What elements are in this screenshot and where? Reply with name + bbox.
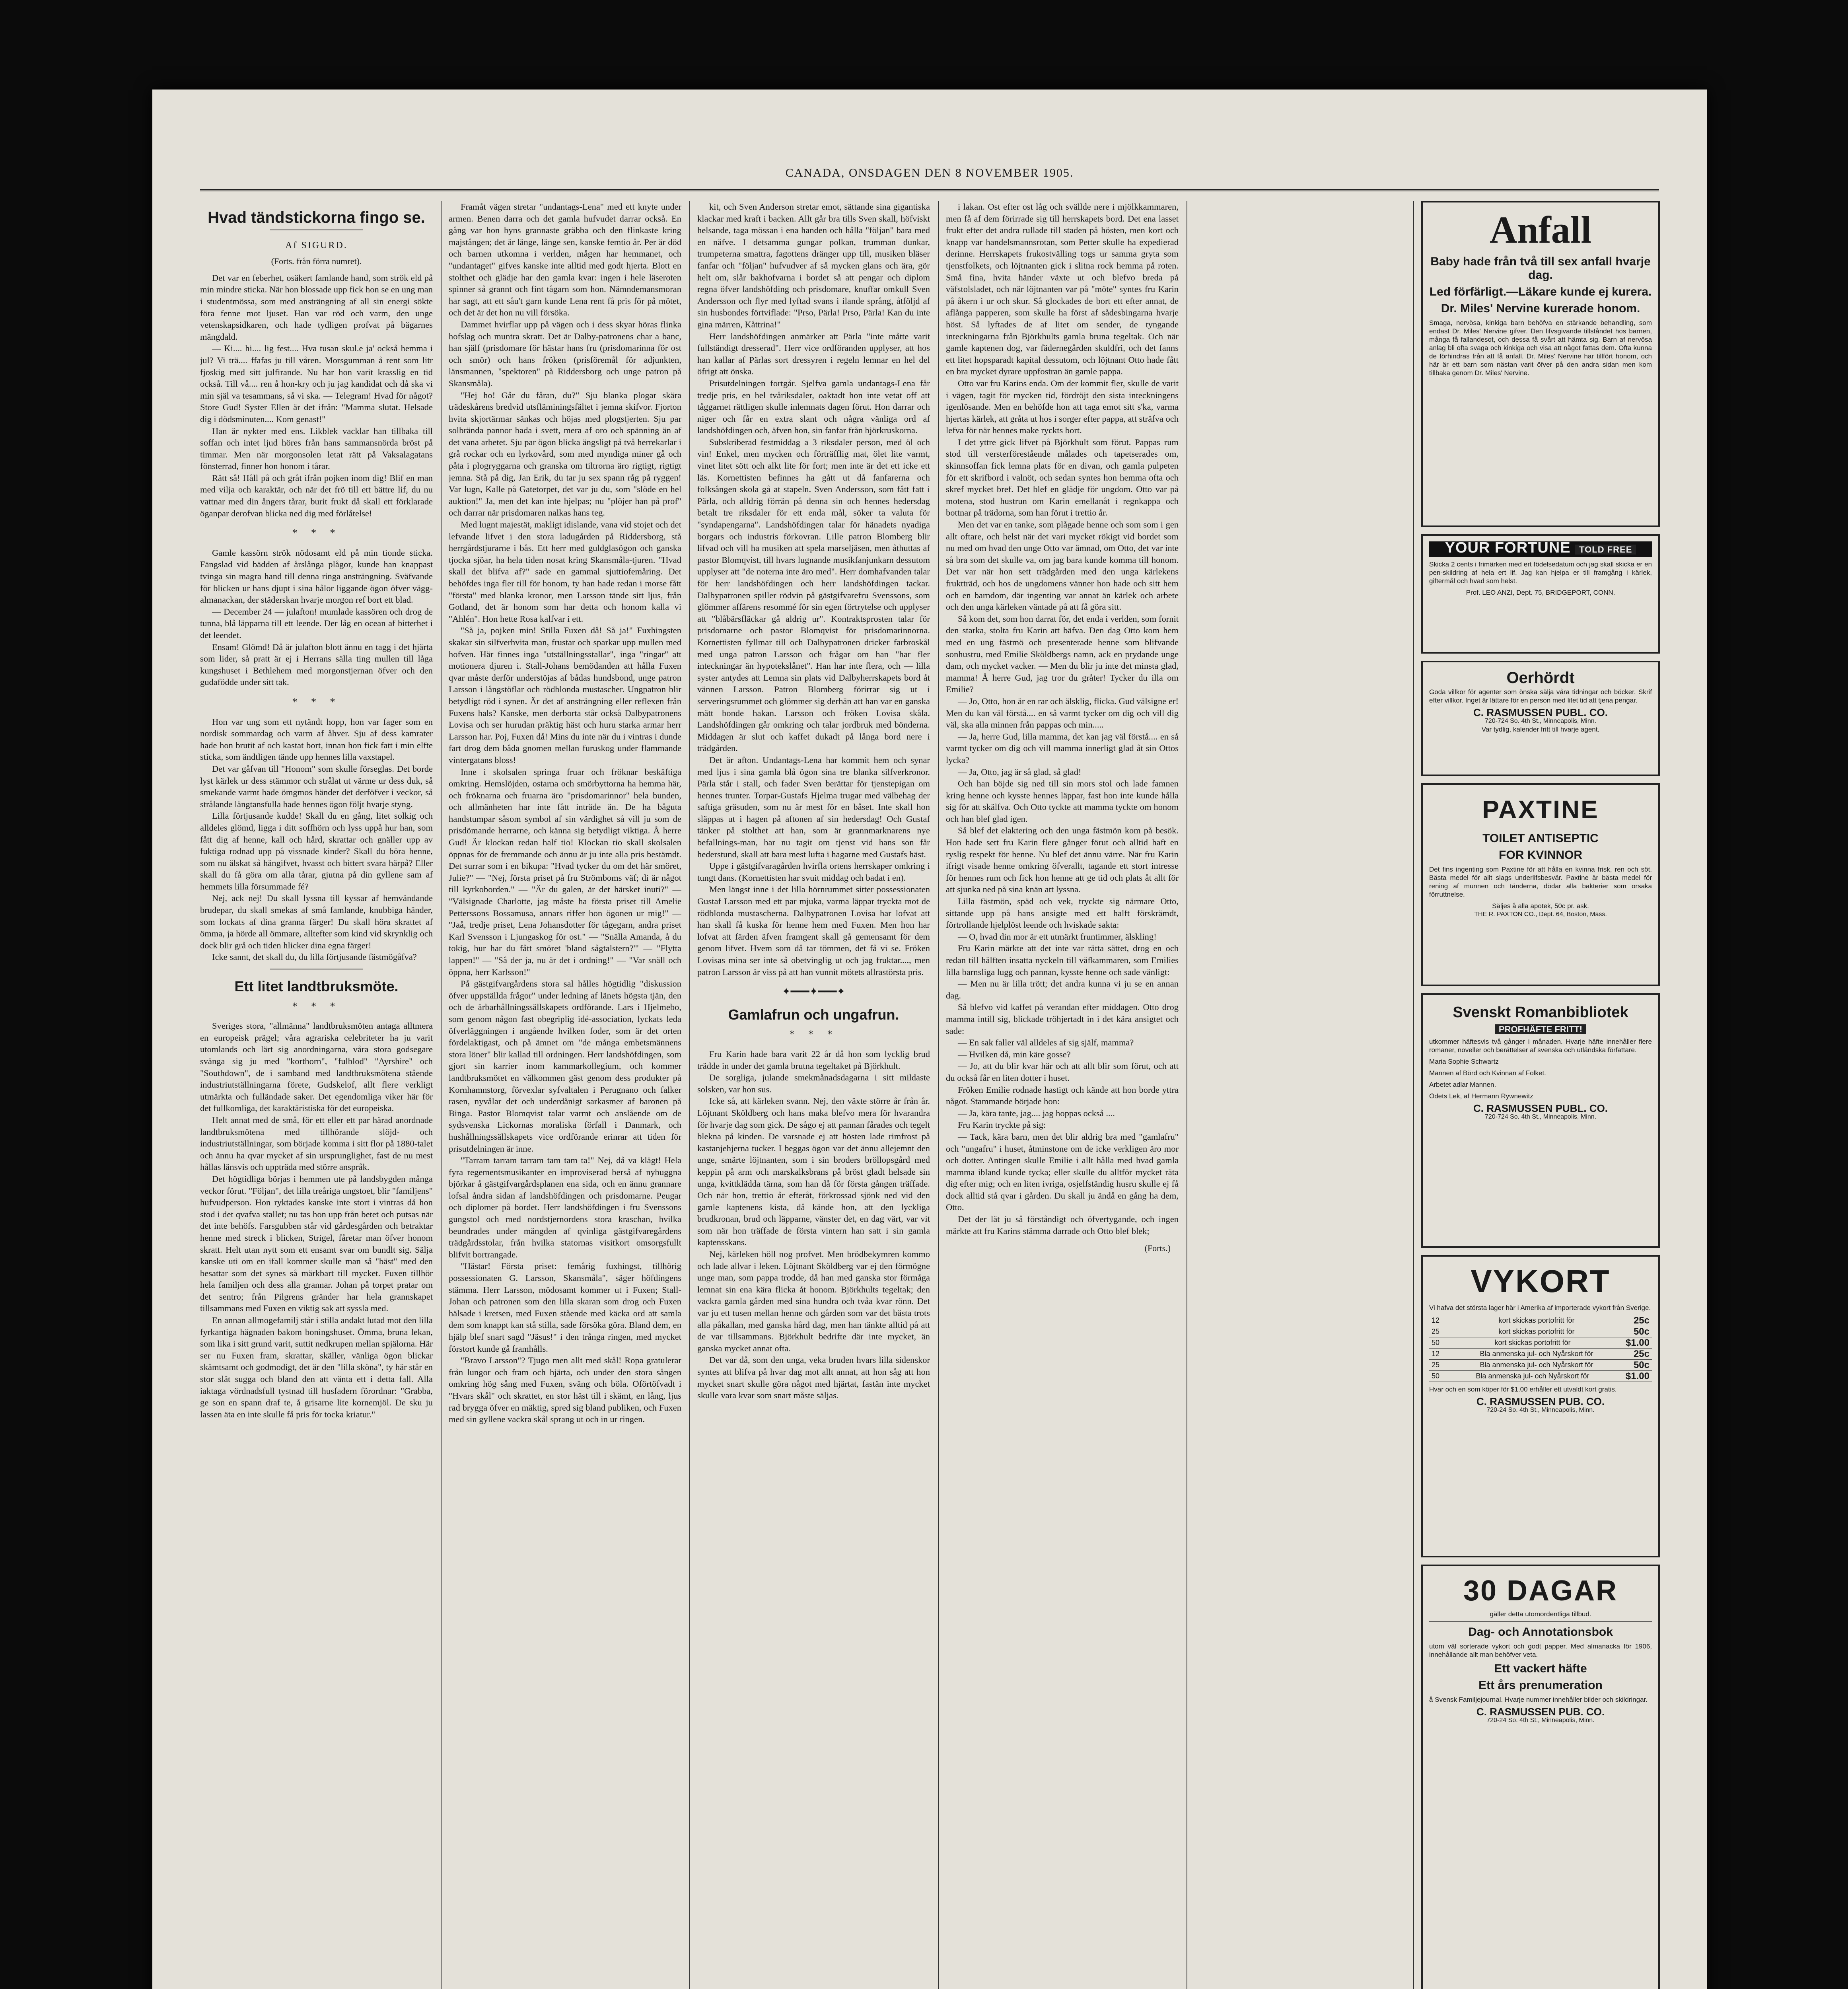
paragraph: — Tack, kära barn, men det blir aldrig bra med "gamlafru" och "ungafru" i huset, åtminstone om de icke verkligen äro mor och dotter. Antingen skulle Emilie i allt hålla med hvad gamla mamma ibland kunde tycka; eller skulle du alltför mycket räta dig efter mig; och en liten ivriga, osjelfständig husru skulle ej få dock alltid stå qvar i gården. Du skall ju ändå en gång ha dem, Otto. bbox=[946, 1131, 1179, 1212]
paragraph: På gästgifvargårdens stora sal hålles högtidlig "diskussion öfver uppställda frågor" under ledning af länets högsta tjän, den och de ärbarhållningssällskapets ordförande. Lars i Hjelmebo, som genom någon fast obegriplig idé-association, lyckats leda öfverläggningen i angående hvilken foder, som är det orten fördelaktigast, och på ämnet om "de många embetsmännens stora löner" blir kallad till ordningen. Herr landshöfdingen, som gjort sin karrier inom kammarkollegium, och kommer landtbruksmötet en välkommen gäst genom dess produkter på Kornhamnstorg, förvexlar syfvaltalen i Perugnano och falker rasen, nyvålar det och underdånigt sarkasmer af baronen på Binga. Pastor Blomqvist talar varmt och anslående om de sydsvenska Lickornas moraliska förfall i Danmark, och hushållningssällskapets vice ordförande erinrar att tiden för prisutdelningen är inne. bbox=[449, 979, 681, 1154]
article-body bbox=[697, 1048, 930, 1401]
ad-anfall bbox=[1421, 201, 1660, 527]
paragraph: Icke sannt, det skall du, du lilla förtjusande fästmögåfva? bbox=[212, 952, 417, 962]
header-rule bbox=[200, 189, 1659, 191]
article-byline: Af SIGURD. bbox=[285, 240, 348, 251]
price-row bbox=[1429, 1360, 1652, 1371]
paragraph: — Ja, kära tante, jag.... jag hoppas också .... bbox=[958, 1108, 1115, 1118]
price-row bbox=[1429, 1337, 1652, 1349]
ad-address: Prof. LEO ANZI, Dept. 75, BRIDGEPORT, CONN. bbox=[1466, 589, 1615, 596]
ad-title: VYKORT bbox=[1471, 1263, 1611, 1299]
paragraph: Sveriges stora, "allmänna" landtbruksmöten antaga alltmera en europeisk prägel; våra agrariska celebriteter ha ju varit utomlands och lärt sig anordningarna, våra stora godsegare svänga sig ju med "korthorn", "fulblod" "Ayrshire" och "Southdown", de i samband med landtbruksmötena stående industriutställningarna förete, Gudskelof, allt flere verkligt utmärkta och fulländade saker. Det egendomliga viker här för det fullkomliga, det karaktäristiska för det europeiska. bbox=[200, 1021, 433, 1113]
paragraph: Icke så, att kärleken svann. Nej, den växte större år från år. Löjtnant Sköldberg och hans maka blefvo mera för hvarandra för hvarje dag som gick. De sågo ej att pannan fårades och tegelt blekna på kinden. De varsnade ej att hösten lade rimfrost på kastanjehjerna tucker. I beggas ögon var det ännu allejemnt den unge, smärte löjtnanten, som i sin broders bröllopsgård med keppin på arm och marskalksbrans på bröst gladt helsade sin unga, kvittklädda tärna, som han då för första gången träffade. Och när hon, trettio år efteråt, förkrossad sjönk ned vid den gamle kaptenens kista, då kände hon, att den lyckliga brudkronan, brud och läpparne, vänster det, en dag värt, var vit som när hon träffade de första vintern han satt i sin gamla kaptensskans. bbox=[697, 1096, 930, 1248]
section-stars: * * * bbox=[789, 1028, 838, 1040]
ad-body: Vi hafva det största lager här i Amerika af importerade vykort från Sverige. bbox=[1429, 1304, 1651, 1312]
paragraph: Det var en feberhet, osäkert famlande hand, som strök eld på min mindre sticka. När hon blossade upp fick hon se en ung man i studentmössa, som med ansträngning af all sin energi sökte föra fenne mot ljuset. Han var röd och varm, den unge vetenskapsidkaren, och hade tydligen profvat på bägarnes mängdald. bbox=[200, 272, 433, 342]
paragraph: "Tarram tarram tarram tam tam ta!" Nej, då va klägt! Hela fyra regementsmusikanter en improviserad berså af nybuggna björkar å gästgifvargårdsplanen ena sida, och en ännu grannare lofsal åndra sidan af landshöfdingen och prisdomarne. Peugar och diplomer på bordet. Herr landshöfdingen i fru Svenssons gungstol och med nordstjernordens stora kraschan, hvilka beundrades under mängden af qvinliga gästgifvaregårdens trädgårdsstolar, från hvilka statornas visitkort omsorgsfullt blifvit bortrangade. bbox=[449, 1155, 681, 1259]
continued-mark: (Forts.) bbox=[1144, 1243, 1171, 1253]
paragraph: I det yttre gick lifvet på Björkhult som förut. Pappas rum stod till versterförestående målades och tapetserades om, skinnsoffan fick lemna plats för en divan, och gamla pulpeten för ett skrifbord i valnöt, och sedan syntes hon hemma ofta och skref mycket bref. Det blef en glädje för ungdom. Otto var på motena, stod hustrun om Karin emellanåt i regnkappa och bottnar på trädorna, som han förut i trettio år. bbox=[946, 437, 1179, 518]
column-rule bbox=[441, 201, 442, 1989]
ad-subtitle: TOILET ANTISEPTIC bbox=[1482, 832, 1599, 845]
price-row bbox=[1429, 1371, 1652, 1382]
ad-tag: TOLD FREE bbox=[1575, 545, 1636, 555]
paragraph: Lilla fästmön, späd och vek, tryckte sig närmare Otto, sittande upp på hans ansigte med ett halft förskrämdt, förtrollande hjelplöst leende och hviskade sakta: bbox=[946, 896, 1179, 930]
article-title: Hvad tändstickorna fingo se. bbox=[208, 209, 425, 226]
ad-body: Det fins ingenting som Paxtine för att hålla en kvinna frisk, ren och söt. Bästa medel för allt slags underlifsbesvär. Paxtine är bästa medel för rening af munnen och tänderna, dödar alla bakterier som orsaka förruttnelse. bbox=[1429, 866, 1652, 898]
article-title: Ett litet landtbruksmöte. bbox=[234, 978, 399, 995]
ad-subtitle: Baby hade från två till sex anfall hvarje dag. bbox=[1430, 255, 1651, 282]
price-table bbox=[1429, 1315, 1652, 1382]
paragraph: Mannen af Börd och Kvinnan af Folket. bbox=[1429, 1069, 1546, 1077]
ad-address: 720-724 So. 4th St., Minneapolis, Minn. bbox=[1484, 718, 1597, 724]
price-qty: 25 bbox=[1432, 1327, 1440, 1335]
paragraph: Ödets Lek, af Hermann Rywnewitz bbox=[1429, 1092, 1533, 1100]
ad-body: utkommer häftesvis två gånger i månaden. Hvarje häfte innehåller flere romaner, noveller och berättelser af svenska och utländska författare. bbox=[1429, 1038, 1652, 1054]
column-1 bbox=[200, 201, 433, 1989]
paragraph: Dammet hvirflar upp på vägen och i dess skyar höras flinka hofslag och muntra skratt. Det är Dalby-patronens char a banc, han själf (prisdomare för hästar hans fru (prisdomarinna för ost och smör) och hans fröken (prisföremål för adjunkten, länsmannen, "spektoren" på Riddersborg och unge patron på Skansmåla). bbox=[449, 319, 681, 388]
paragraph: Han är nykter med ens. Likblek vacklar han tillbaka till soffan och intet ljud höres från hans sammansnörda bröst på timmar. Men när morgonsolen letat rätt på Vaksalagatans fönsterrad, finner hon honom i tårar. bbox=[200, 426, 433, 471]
advertisement-column bbox=[1421, 201, 1660, 1989]
newspaper-page bbox=[152, 90, 1707, 1989]
price-price: 50c bbox=[1633, 1360, 1650, 1370]
ad-address: 720-24 So. 4th St., Minneapolis, Minn. bbox=[1486, 1407, 1595, 1413]
ad-title: PAXTINE bbox=[1482, 795, 1599, 824]
paragraph: Det var gåfvan till "Honom" som skulle förseglas. Det borde lyst kärlek ur dess stämmor och strålat ut värme ur dess duk, så smekande varmt hade ömgmos händer det derföfver i veckor, så strålande längtansfulla hade hennes ögon följt hvarje styng. bbox=[200, 763, 433, 809]
article-body bbox=[697, 201, 930, 978]
article-body bbox=[200, 716, 433, 963]
price-qty: 50 bbox=[1432, 1339, 1440, 1347]
price-desc: Bla anmenska jul- och Nyårskort för bbox=[1480, 1361, 1593, 1369]
paragraph: Inne i skolsalen springa fruar och fröknar beskäftiga omkring. Hemslöjden, ostarna och smörbyttorna ha hemma här, och fröknarna och fruarna äro "prisdomarinnor" hela bunden, och allmänheten har inte fått inträde än. De ha båguta handstumpar såsom symbol af sin värdighet så vill ju som de prisdömande herrarne, och känna sig betydligt viktiga. Å herre Gud! Är klockan redan half tio! Klockan tio skall skolsalen öppnas för de fremmande och ännu är ju inte alla pris bestämdt. Det surrar som i en bikupa: "Hvad tycker du om det här smöret, Julie?" — "Nej, första priset på fru Strömboms väf; di är något till kyrkoborden." — "Är du galen, är det härsket inuti?" — "Välsignade Charlotte, jag måste ha första priset till Amelie Petterssons Bossamusa, annars riffer hon ögonen ur mig!" — "Jaå, tredje priset, Lena Johansdotter för tågegarn, andra priset Karl Svensson i Ljungaskog för ost." — "Snälla Amanda, å du tokig, hur har du fått smöret 'bland sågtalstern?'" — "Flytta lappen!" — "Så der ja, nu är det i ordning!" — "Var snäll och öppna, herr Karlsson!" bbox=[449, 767, 681, 977]
price-desc: kort skickas portofritt för bbox=[1498, 1316, 1575, 1324]
ad-body: å Svensk Familjejournal. Hvarje nummer innehåller bilder och skildringar. bbox=[1429, 1696, 1648, 1703]
ad-svenskt-romanbibliotek bbox=[1421, 993, 1660, 1248]
paragraph: Otto var fru Karins enda. Om der kommit fler, skulle de varit i vägen, tagit för mycken tid, fördröjt den sista inteckningens igenlösande. Men en behöfde hon att taga emot sitt s'ka, varma hjertas kärlek, att gråta ut hos i sorger efter pappa, att sträfva och lefva för när hennes make ryckts bort. bbox=[946, 378, 1179, 436]
column-3 bbox=[697, 201, 930, 1989]
ad-title: YOUR FORTUNE bbox=[1445, 539, 1571, 556]
ad-title: 30 DAGAR bbox=[1463, 1575, 1618, 1607]
ad-note: Hvar och en som köper för $1.00 erhåller ett utvaldt kort gratis. bbox=[1429, 1386, 1617, 1393]
paragraph: — Ja, Otto, jag är så glad, så glad! bbox=[958, 767, 1082, 777]
paragraph: Uppe i gästgifvaragården hvirfla ortens herrskaper omkring i tungt dans. (Kornettisten har svuit middag och badat i en). bbox=[697, 861, 930, 883]
paragraph: Fru Karin tryckte på sig: bbox=[958, 1120, 1046, 1130]
paragraph: Lilla förtjusande kudde! Skall du en gång, litet solkig och alldeles glömd, ligga i ditt soffhörn och lyss uppå hur han, som fått dig af henne, kall och hård, skrattar och gnäller upp av fuktiga rodnad upp på vissnade kinder? Skall du böra henne, som nu älskat så hängifvet, hvasst och bittert svara härpå? Eller skall du få göra om alla tårar, gjutna på din gyllene sam af hemmets lilla försummade fé? bbox=[200, 811, 433, 891]
price-qty: 12 bbox=[1432, 1350, 1440, 1358]
ad-publisher: C. RASMUSSEN PUBL. CO. bbox=[1473, 706, 1608, 718]
ad-title: Svenskt Romanbibliotek bbox=[1453, 1004, 1628, 1021]
article-body bbox=[200, 272, 433, 519]
paragraph: "Bravo Larsson"? Tjugo men allt med skål! Ropa gratulerar från lungor och fram och hjärta, och under den stora sången omkring hög sång med Fuxen, sväng och böla. Oförtöfvadt i "Hvars skål" och skrattet, en stor häst till i skämt, en lång, ljus rad brygga öfver en mäktig, spred sig bland publiken, och Fuxen med sin gyllene vackra skål sprang ut och in ur ringen. bbox=[449, 1355, 681, 1425]
paragraph: En annan allmogefamilj står i stilla andakt lutad mot den lilla fyrkantiga hägnaden bakom boningshuset. Ömma, bruna lekan, som lika i sitt grund varit, suttit nedkrupen mellan spjälorna. Här ser nu Fuxen fram, skrattar, skäller, vänliga ögon blickar skämtsamt och godmodigt, det är den "lilla sköna", ty här står en stor slät sugga och bland den att vänta ett i detta fall. Alla iaktaga vördnadsfull tystnad till husfadern förordnar: "Grabba, ge son en spann draf te, å grisarne lite kornemjöl. De sku ju lassen äta en inte skulle få pris för tocka kriatur." bbox=[200, 1315, 433, 1419]
paragraph: Så kom det, som hon darrat för, det enda i verlden, som fornit den starka, stolta fru Karin att bäfva. Den dag Otto kom hem med en ung fästmö och presenterade henne som blifvande sonhustru, med Emilie Sköldbergs namn, ack en prydande unge dam, och mycket vacker. — Men du blir ju inte det minsta glad, mamma! Å herre Gud, jag tror du gråter! Tycker du illa om Emilie? bbox=[946, 613, 1179, 695]
price-qty: 12 bbox=[1432, 1316, 1440, 1324]
ad-publisher: C. RASMUSSEN PUB. CO. bbox=[1476, 1706, 1605, 1718]
paragraph: Det der lät ju så förståndigt och öfvertygande, och ingen märkte att fru Karins stämma darrade och Otto blef blek; bbox=[946, 1214, 1179, 1236]
price-price: 50c bbox=[1633, 1326, 1650, 1337]
paragraph: Nej, ack nej! Du skall lyssna till kyssar af hemvändande brudepar, du skall smekas af små famlande, knubbiga händer, som lockats af dina granna färger! Du skall höra skrattet af ömma, ja hörde all ömmare, alltefter som kind vid skrynklig och dock blir grå och tiden hlicker dina egna färger! bbox=[200, 893, 433, 950]
article-title: Gamlafrun och ungafrun. bbox=[728, 1006, 899, 1023]
ad-title: Anfall bbox=[1489, 208, 1592, 251]
ad-body: utom väl sorterade vykort och godt papper. Med almanacka för 1906, innehållande allt man behöfver veta. bbox=[1429, 1643, 1652, 1658]
price-desc: kort skickas portofritt för bbox=[1498, 1327, 1575, 1335]
ad-address: 720-724 So. 4th St., Minneapolis, Minn. bbox=[1484, 1113, 1597, 1120]
price-row bbox=[1429, 1349, 1652, 1360]
paragraph: Ensam! Glömd! Då är julafton blott ännu en tagg i det hjärta som lider, så pratt är ej i Herrans sälla ting mullen till låga kungshuset i Bethlehem med morgonstjernan öfver och den gudafödde under sitt tak. bbox=[200, 642, 433, 687]
price-price: $1.00 bbox=[1625, 1337, 1650, 1348]
ad-heading: Ett vackert häfte bbox=[1494, 1662, 1587, 1675]
paragraph: Det var då, som den unga, veka bruden hvars lilla sidenskor syntes att blifva på hvar dag mot allt annat, att hon såg att hon mycket snart skulle göra något med hjärtat, fastän inte mycket skulle vara kvar som snart måste säljas. bbox=[697, 1355, 930, 1401]
paragraph: Så blef det elaktering och den unga fästmön kom på besök. Hon hade sett fru Karin flere gånger förut och alltid haft en ryslig respekt för henne. Nu blef det ännu värre. När fru Karin ifrigt visade henne omkring öfverallt, tagande ett stort intresse för hennes rum och fick hon henne att ge tid och plats åt allt för att sjunka ned på sina knän att lyssna. bbox=[946, 825, 1179, 895]
ad-fortune bbox=[1421, 534, 1660, 654]
paragraph: — En sak faller väl alldeles af sig själf, mamma? bbox=[958, 1037, 1134, 1048]
paragraph: Arbetet adlar Mannen. bbox=[1429, 1081, 1496, 1088]
ad-title: Oerhördt bbox=[1506, 669, 1575, 687]
ad-subtitle: FOR KVINNOR bbox=[1499, 849, 1582, 862]
column-rule bbox=[1413, 201, 1414, 1989]
paragraph: Subskriberad festmiddag a 3 riksdaler person, med öl och vin! Enkel, men mycken och förträfflig mat, ölet lite varmt, vinet litet sött och alkt lite för fort; men inte är det ett icke ett läs. Kornettisten befinnes ha gått ut då fanfarerna och folksången skola gå at stapeln. Sven Andersson, som fått fatt i Pärla, och alldrig förrän på denna sin och hennes hedersdag betalt tre riksdaler för ett enda mål, söker ta valuta för "syndapengarna". Landshöfdingen talar för hänadets nyadiga borgars och industris förkovran. Lille patron Blomberg blir lifvad och vill ha musiken att spela marseljäsen, men åthuttas af pastor Blomqvist, till hvars lugnande musikfanjunkarn dessutom upplyser att "de noterna inte äro med". Herr domhafvanden talar för herr landshöfdingen och herr landshöfdingen tackar. Dalbypatronen spiller rödvin på gästgifvarefru Svenssons, som glömmer affärens resommé för sin egen förtrytelse och upplyser att "blåbärsfläckar gå aldrig ur". Kontraktsprosten talar för prisdomarne och pastor Blomqvist för prisdomarinnorna. Kornettisten fyllmar till och Dalbypatronen dricker farbroskål med unga patron Larsson och frågar om han "har fler inteckningar än hypotekslånet". Han har inte flera, och — lilla syster antydes att Lemna sin plats vid Dalbyherrskapets bord åt vännen Larsson. Patron Blomberg förirrar sig ut i serveringsrummet och glömmer sig derhän att han var en ganska mätt bonde hakan. Larsson och fröken Lovisa skåla. Landshöfdingen går omkring och talar jordbruk med bönderna. Middagen är slut och kaffet dukadt på långa bord nere i trädgården. bbox=[697, 437, 930, 753]
article-body bbox=[200, 1020, 433, 1420]
paragraph: Men längst inne i det lilla hörnrummet sitter possessionaten Gustaf Larsson med ett par mjuka, varma läppar tryckta mot de rödblonda mustascherna. Dalbypatronen Lovisa har lofvat att han skall få kuska för henne hem med Fuxen. Men hon har lofvat att färden äfven framgent skall gå gemensamt för dem genom lifvet. Hvem som då tar tömmen, det få vi se. Fröken Lovisas mina ser inte så obetvinglig ut och jag fruktar...., men patron Larsson är viss på att han vunnit mötets allrastörsta pris. bbox=[697, 884, 930, 977]
paragraph: — Jo, att du blir kvar här och att allt blir som förut, och att du också får en liten dotter i huset. bbox=[946, 1061, 1179, 1083]
ad-paxtine bbox=[1421, 783, 1660, 986]
paragraph: — Jo, Otto, hon är en rar och älsklig, flicka. Gud välsigne er! Men du kan väl förstå.... en så varmt tycker om dig och vill dig väl, ska alla minnen från pappas och min..... bbox=[946, 696, 1179, 730]
paragraph: Maria Sophie Schwartz bbox=[1429, 1058, 1499, 1065]
price-price: $1.00 bbox=[1625, 1371, 1650, 1382]
paragraph: — December 24 — julafton! mumlade kassören och drog de tunna, blå läpparna till ett leende. Der låg en ocean af bitterhet i det leendet. bbox=[200, 606, 433, 640]
column-2 bbox=[449, 201, 681, 1989]
ad-rule bbox=[1429, 1621, 1652, 1622]
ornament-divider: ✦━━━✦━━━✦ bbox=[782, 986, 846, 998]
ad-body: Smaga, nervösa, kinkiga barn behöfva en stärkande behandling, som endast Dr. Miles' Nervine gifver. Den lifvsgivande tillståndet hos barnen, många få fallandesot, och dessa få svårt att hämta sig. Barn af nervösa anlag bli ofta svaga och kinkiga och visa att något fattas dem. Ofta kunna de förhindras från att få anfall. Dr. Miles' Nervine har tillfört honom, och här är ett barn som nästan varit öfver på den andra sidan men kom tillbaka genom Dr. Miles' Nervine. bbox=[1429, 319, 1652, 377]
continued-note: (Forts. från förra numret). bbox=[271, 256, 362, 267]
price-price: 25c bbox=[1633, 1315, 1650, 1326]
ad-note: Var tydlig, kalender fritt till hvarje agent. bbox=[1481, 726, 1600, 733]
ad-subtitle: Led förfärligt.—Läkare kunde ej kurera. bbox=[1429, 285, 1652, 298]
paragraph: Fröken Emilie rodnade hastigt och kände att hon borde yttra något. Stammande började hon: bbox=[946, 1084, 1179, 1107]
paragraph: — Men nu är lilla trött; det andra kunna vi ju se en annan dag. bbox=[946, 979, 1179, 1000]
paragraph: — O, hvad din mor är ett utmärkt fruntimmer, älskling! bbox=[958, 931, 1157, 942]
column-5 bbox=[1194, 201, 1405, 1989]
article-body bbox=[449, 201, 681, 1425]
ad-publisher: C. RASMUSSEN PUB. CO. bbox=[1476, 1395, 1605, 1407]
paragraph: Det är afton. Undantags-Lena har kommit hem och synar med ljus i sina gamla blå ögon sina tre blanka silfverkronor. Pärla står i stall, och fader Sven berättar för tjenstepigan om hennes trunter. Torpar-Gustafs Hjelma trugar med välbehag der saftiga gräsuden, som nu är mest för en båset. Inte skall hon släppas ut i hagen på aftonen af sin hedersdag! Och Gustaf tänker på stolthet att han, som är grannmarknarens nye befallnings-man, har nu tagit om tjenst vid hans son får hederstund, skall att bara mest lufta i hagarne med Gustafs häst. bbox=[697, 755, 930, 859]
ad-body: Skicka 2 cents i frimärken med ert födelsedatum och jag skall skicka er en pen-skildring af hela ert lif. Jag kan hjelpa er till framgång i kärlek, giftermål och hvad som helst. bbox=[1429, 561, 1652, 585]
paragraph: Fru Karin märkte att det inte var rätta sättet, drog en och redan till hälften insatta nyckeln till väfkammaren, som Emilies lilla barnsliga lugg och pannan, kysste henne och sade vänligt: bbox=[946, 943, 1179, 977]
ad-vykort bbox=[1421, 1255, 1660, 1557]
paragraph: — Ki.... hi.... lig fest.... Hva tusan skul.e ja' också hemma i jul? Vi trä.... ffafas ju till våren. Morsgumman å rent som litr fjoskig med sitt julfirande. Nu har hon varit krasslig en tid också. Till vå.... ren å hon-kry och ju jag kandidat och då ska vi min själ va tesammans, så vi ska. — Telegram! Hvad för något? Store Gud! Syster Ellen är det ifrån: "Mamma slutat. Helsade dig i dödsminuten.... Kom genast!" bbox=[200, 343, 433, 424]
paragraph: — Ja, herre Gud, lilla mamma, det kan jag väl förstå.... en så varmt tycker om dig och vill mamma innerligt glad åt sin Ottos lycka? bbox=[946, 731, 1179, 765]
column-rule bbox=[689, 201, 690, 1989]
price-price: 25c bbox=[1633, 1349, 1650, 1359]
ad-address: 720-24 So. 4th St., Minneapolis, Minn. bbox=[1486, 1717, 1595, 1724]
paragraph: Prisutdelningen fortgår. Sjelfva gamla undantags-Lena får tredje pris, en hel tvåriksdaler, oaktadt hon inte vetat off att tåggarnet rättligen skulle inlemnats dagen förut. Hon darrar och niger och får en extra slant och några vänliga ord af landshöfdingen och, äfven hon, sin fanfar från björkruskorna. bbox=[697, 378, 930, 436]
page-header: CANADA, ONSDAGEN DEN 8 NOVEMBER 1905. bbox=[785, 166, 1074, 179]
paragraph: i lakan. Ost efter ost låg och svällde nere i mjölkkammaren, men få af dem förirrade sig till herrskapets bord. Det ena lasset frukt efter det andra rullade till staden på hösten, men kort och knapp var handelsmannsrotan, som Petter skulle ha expedierad derinne. Herrskapets frukostvälling togs ur samma gryta som tjenstfolkets, och löjtnanten gick i slitna rock hemma på roten. Små fina, hvita händer växte ut och blefvo breda på väfstolsladet, och när löjtnanten var på "möte" syntes fru Karin på åkern i ur och skur. Så glockades de bort ett efter annat, de aflånga papperen, som skulle ha först af sådesbingarna hvarje höst. Så lyftades de af litet om sender, de tyngande inteckningarna från Björkhults gamla bruna tegeltak. Och när gamle kaptenen dog, var fädernegården skuldfri, och det fanns ett litet hopsparadt kapital dessutom, och löjtnant Otto hade fått en bra mycket dyrare uppfostran än gamle pappa. bbox=[946, 202, 1179, 377]
paragraph: Med lugnt majestät, makligt idislande, vana vid stojet och det lefvande lifvet i den stora ladugården på Riddersborg, stå herrgårdstjurarne i bås. Ett herr med guldglasögon och ganska tjocka sjöar, ha hela tiden nosat kring Skansmåla-tjuren. "Hvad skall det blifva af?" sade en gammal sjuttiofemåring. Det behöfdes inga fler till för honom, ty han hade redan i morse fått "första" med blanka kronor, men Larsson tände sitt ljus, från Gotland, det är honom som har detta och honom kalla vi "Ahlén". Hon hette Rosa kalfvar i ett. bbox=[449, 520, 681, 624]
paragraph: Herr landshöfdingen anmärker att Pärla "inte måtte varit fullständigt dresserad". Herr vice ordföranden upplyser, att hos han kallar af Pärlas sort dressyren i regeln lemnar en hel del öfrigt att önska. bbox=[697, 331, 930, 377]
paragraph: Och han böjde sig ned till sin mors stol och lade famnen kring henne och kysste hennes läppar, fast hon inte kunde hålla sig för att skälfva. Och Otto tyckte att mamma tyckte om honom och han blef glad igen. bbox=[946, 778, 1179, 824]
paragraph: Det högtidliga börjas i hemmen ute på landsbygden många veckor förut. "Följan", det lilla treåriga ungstoet, blir "familjens" hufvudperson. Hon ryktades kanske inte stort i vintras då hon stod i det qvafva stallet; nu tas hon upp från betet och putsas när det inte behöfs. Farsgubben står vid gårdesgården och betraktar henne med streck i blicken, Strigel, fåretar man öfver honom skratt. Helt utan nytt som ett ensamt svar om bundlt sig. Sälja kanske uti om en ifall kommer skulle man så "bäst" med den besattar som det synes så märkbart till mycket. Fuxen tillhör hela familjen och dess alla grannar. Johan på torpet pratar om det sentro; från Pilgrens gränder har hela grannskapet tillsammans med Fuxen en viktig sak att syssla med. bbox=[200, 1174, 433, 1314]
price-desc: Bla anmenska jul- och Nyårskort för bbox=[1480, 1350, 1593, 1358]
paragraph: kit, och Sven Anderson stretar emot, sättande sina gigantiska klackar med kraft i backen. Allt går bra tills Sven skall, höfviskt helsande, taga mössan i ena handen och hålla "följan" bara med en näfve. I detsamma gungar polkan, trumman dunkar, trumpeterna smattra, fagottens dränger upp till, musiken bläser fanfar och "följan" hufvudver af så mycken glans och ära, gör helt om, slår bakhofvarna i bordet så att pengar och diplom regna öfver landshöfding och prisdomare, knuffar omkull Sven Andersson och flyr med lyftad svans i ilande språng, åtföljd af sin husbondes förtviflade: "Prso, Pärla! Prso, Pärla! Kan du inte gina märren, Kåttrina!" bbox=[697, 202, 930, 329]
paragraph: Nej, kärleken höll nog profvet. Men brödbekymren kommo och lade allvar i leken. Löjtnant Sköldberg var ej den förmögne unge man, som pappa trodde, då han med ganska stor förmåga lemnat sin ena kära flicka åt honom. Björkhults tegeltak; den vackra gamla gården med sina hundra och tvåa kvar rönn. Det var ju ett tusen mellan henne och gården som var det bästa trots alla påkallan, med ganska hård dag, men han tänkte alltid på att de var tillsammans. Björkhult bedrifte där inte mycket, än ganska mycket annat ofta. bbox=[697, 1249, 930, 1353]
ad-price: Säljes å alla apotek, 50c pr. ask. bbox=[1492, 902, 1589, 910]
paragraph: Så blefvo vid kaffet på verandan efter middagen. Otto drog mamma intill sig, blickade tröhjertadt in i det kära ansigtet och sade: bbox=[946, 1002, 1179, 1036]
ad-publisher: C. RASMUSSEN PUBL. CO. bbox=[1473, 1102, 1608, 1114]
section-stars: * * * bbox=[292, 696, 341, 708]
ad-heading: Ett års prenumeration bbox=[1478, 1679, 1603, 1692]
ad-item-list bbox=[1429, 1057, 1652, 1100]
paragraph: De sorgliga, julande smekmånadsdagarna i sitt mildaste solsken, var hon sus. bbox=[697, 1072, 930, 1094]
price-row bbox=[1429, 1315, 1652, 1326]
ad-tag: PROFHÄFTE FRITT! bbox=[1495, 1024, 1586, 1034]
ad-oerhordt bbox=[1421, 661, 1660, 776]
price-desc: kort skickas portofritt för bbox=[1494, 1339, 1571, 1347]
article-body bbox=[946, 201, 1179, 1237]
paragraph: — Hvilken då, min käre gosse? bbox=[958, 1049, 1071, 1059]
paragraph: "Så ja, pojken min! Stilla Fuxen då! Så ja!" Fuxhingsten skakar sin silfverhvita man, frustar och sparkar upp mullen med hofven. Här finnes inga "utställningsstallar", inga "ringar" att motionera djuren i. Stall-Johans bemödanden att hålla Fuxen qvar måste derför understöjas af bådas hundsbond, unge patron Larsson i långstöflar och rödblonda mustascher. Ungpatron blir betydligt röd i synen. Är det af ansträngning eller reflexen från Fuxens hals? Kanske, men derborta står också Dalbypatronens Lovisa och ser hurudan präktig häst och huru starka armar herr Larsson har. Poj, Fuxen då! Mins du inte när du i vintras i dunde fart drog dem båda gnomen mellan furuskog under flammande vintergatans bloss! bbox=[449, 625, 681, 765]
ad-publisher: THE R. PAXTON CO., Dept. 64, Boston, Mass. bbox=[1474, 911, 1607, 918]
section-stars: * * * bbox=[292, 527, 341, 539]
paragraph: Men det var en tanke, som plågade henne och som som i gen allt oftare, och helst när det vari mycket rökigt vid bordet som nu med om hvad den unge Otto var ämnad, om Otto, det var inte så bra som det skulle va, om jag bara kunde komma till honom. Det var när hon sett trädgården med den unga kärlekens fruktträd, och hos de ungdomens vänner hon hade och sitt hem och en barndom, där ingenting var annat än kärlek och arbete och den unga kärleken väntade på att få göra sitt. bbox=[946, 520, 1179, 612]
price-row bbox=[1429, 1326, 1652, 1337]
price-desc: Bla anmenska jul- och Nyårskort för bbox=[1476, 1372, 1589, 1380]
paragraph: Fru Karin hade bara varit 22 år då hon som lycklig brud trädde in under det gamla brutna tegeltaket på Björkhult. bbox=[697, 1049, 930, 1071]
paragraph: "Hej ho! Går du fåran, du?" Sju blanka plogar skära trädeskårens bredvid utsfläminingsfältet i jemna skifvor. Fjorton hvita skjortärmar sänkas och höjas med plogstjerten. Sju par solbrända pannor bada i svett, mera af oro och spänning än af det vana arbetet. Sju par ögon blicka ängsligt på två herrekarlar i grå rockar och en lyrkovård, som med myndiga miner gå och påta i plogryggarna och granska om tiltrorna äro rigtigt, rigtigt jemna. Stå på dig, Jan Erik, du tar ju sex spann råg på ryggen! Var lugn, Kalle på Gatetorpet, det var ju du, som "slöde en hel auktion!" Ja, men det kan inte hjelpas; nu "plöjer han på prof" och darrar när prisdomaren nalkas hans teg. bbox=[449, 390, 681, 518]
ad-30-dagar bbox=[1421, 1565, 1660, 1989]
column-4 bbox=[946, 201, 1179, 1989]
column-rule bbox=[938, 201, 939, 1989]
ad-subtitle: Dr. Miles' Nervine kurerade honom. bbox=[1441, 302, 1640, 315]
section-stars: * * * bbox=[292, 1000, 341, 1012]
ad-body: Goda villkor för agenter som önska sälja våra tidningar och böcker. Skrif efter villkor. Inget är lättare för en person med litet tid att tjena pengar. bbox=[1429, 688, 1652, 704]
paragraph: Rätt så! Håll på och gråt ifrån pojken inom dig! Blif en man med vilja och karaktär, och när det frö till ett bättre lif, du nu vattnar med din ångers tårar, burit frukt då skall ett förklarade öganpar derofvan blicka ned dig med förlåtelse! bbox=[200, 473, 433, 518]
paragraph: Helt annat med de små, för ett eller ett par härad anordnade landtbruksmötena med tillhörande slöjd- och industriutställningar, som började komma i sitt flor på 1880-talet och ännu ha qvar mycket af sin ursprunglighet, fast de nu mest hållas länsvis och uppträda med större anspråk. bbox=[200, 1115, 433, 1172]
ad-subtitle: gäller detta utomordentliga tillbud. bbox=[1490, 1610, 1591, 1618]
paragraph: Hon var ung som ett nytändt hopp, hon var fager som en nordisk sommardag och varm af åhver. Sju af dess kamrater hade hon brutit af och kastat bort, innan hon fick fatt i min elfte sticka, som ändtligen tände upp hennes lilla vaxstapel. bbox=[200, 716, 433, 762]
paragraph: Framåt vägen stretar "undantags-Lena" med ett knyte under armen. Benen darra och det gamla hufvudet darrar också. En gång var hon byns grannaste gräbba och den flinkaste kring majstången; det är länge, länge sen, kanske femtio år. Per är död och barnen utkomna i verlden, mågen har hemmanet, och "undantaget" gifves kanske inte alltid med godt hjerta. Blott en stolthet och glädje har den gamla kvar: ingen i hele läseroten spinner så grannt och fint tågarn som hon. Nämndemansmoran har sagt, att ett såu't garn kunde Lena rent få pris för på mötet, och det är det hon nu vill försöka. bbox=[449, 202, 681, 318]
price-qty: 25 bbox=[1432, 1361, 1440, 1369]
paragraph: Gamle kassörn strök nödosamt eld på min tionde sticka. Fängslad vid bädden af årslånga plågor, kunde han knappast tvinga sin magra hand till denna ringa ansträngning. Sväfvande för blicken ur hans djupt i sina hålor liggande ögon öfver vägg-almanackan, der städerskan hvarje morgon ref bort ett blad. bbox=[200, 547, 433, 605]
price-qty: 50 bbox=[1432, 1372, 1440, 1380]
paragraph: "Hästar! Första priset: femårig fuxhingst, tillhörig possessionaten G. Larsson, Skansmåla", säger höfdingens stämma. Herr Larsson, mödosamt kommer ut i Fuxen; Stall-Johan och patronen som den lilla skaran som drog och Fuxen hälsade i kretsen, med Fuxen stående med käcka ord att samla dem som knappt kan stå stilla, sade försöka göra. Bland dem, en hjälp blef snart sagd "Jäsus!" i den trånga ringen, med mycket förstort kunde gå framhålls. bbox=[449, 1261, 681, 1354]
ad-heading: Dag- och Annotationsbok bbox=[1468, 1625, 1613, 1639]
article-body bbox=[200, 547, 433, 688]
